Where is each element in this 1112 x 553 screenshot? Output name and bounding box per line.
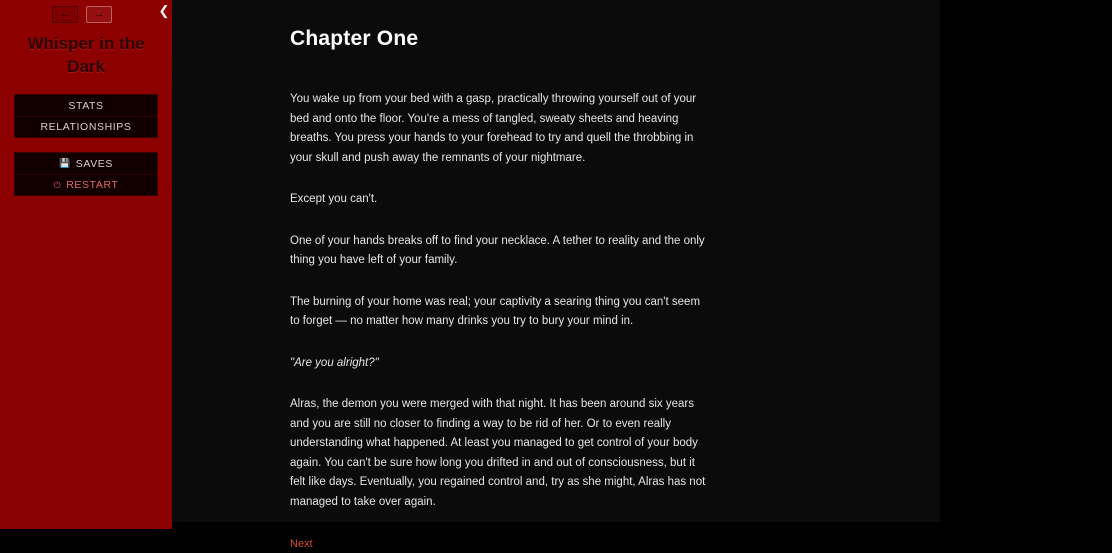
passage-paragraph: You wake up from your bed with a gasp, practically throwing yourself out of your bed and onto the floor. You're a mess of tangled, sweaty sheets and heaving breaths. You press your hands to your forehead to try and quell the throbbing in your skull and push away the remnants of your nightmare. bbox=[290, 93, 697, 164]
next-link[interactable]: Next bbox=[290, 538, 313, 550]
passage-paragraph: Alras, the demon you were merged with that night. It has been around six years and you are still no closer to finding a way to be rid of her. Or to even really understanding what happened. At least you managed to get control of your body again. You can't be sure how long you drifted in and out of consciousness, but it felt like days. Eventually, you regained control and, try as she might, Alras has not managed to take over again. bbox=[290, 398, 706, 508]
sidebar-item-relationships[interactable] bbox=[15, 116, 157, 137]
sidebar-menu-group-system bbox=[14, 152, 158, 196]
bottom-strip bbox=[172, 522, 1112, 529]
sidebar-item-restart[interactable] bbox=[15, 174, 157, 195]
sidebar bbox=[0, 0, 172, 529]
sidebar-item-stats-label: STATS bbox=[68, 99, 104, 112]
sidebar-nav-arrows bbox=[0, 0, 172, 24]
sidebar-item-restart-label: RESTART bbox=[66, 179, 119, 191]
passage-area bbox=[172, 0, 940, 550]
passage-paragraph: The burning of your home was real; your captivity a searing thing you can't seem to forget — no matter how many drinks you try to bury your mind in. bbox=[290, 295, 701, 327]
arrow-left-icon[interactable]: ← bbox=[52, 6, 78, 23]
passage-paragraph: One of your hands breaks off to find your necklace. A tether to reality and the only thing you have left of your family. bbox=[290, 234, 705, 266]
passage-paragraph: Except you can't. bbox=[290, 193, 378, 205]
arrow-right-icon[interactable]: → bbox=[86, 6, 112, 23]
passage-paragraph-dialogue: "Are you alright?" bbox=[290, 356, 379, 369]
sidebar-item-relationships-label: RELATIONSHIPS bbox=[40, 121, 132, 133]
chevron-left-icon[interactable]: ❮ bbox=[158, 3, 170, 18]
sidebar-item-stats[interactable] bbox=[15, 95, 157, 116]
passage-body bbox=[172, 0, 832, 553]
page-title: Chapter One bbox=[290, 27, 419, 50]
floppy-disk-icon: 💾 bbox=[58, 158, 71, 168]
sidebar-item-saves-label: SAVES bbox=[75, 157, 114, 170]
sidebar-menu-group-primary bbox=[14, 94, 158, 138]
game-title: Whisper in the Dark bbox=[27, 34, 145, 76]
power-icon: ⏻ bbox=[53, 179, 62, 190]
sidebar-item-saves[interactable] bbox=[15, 153, 157, 174]
